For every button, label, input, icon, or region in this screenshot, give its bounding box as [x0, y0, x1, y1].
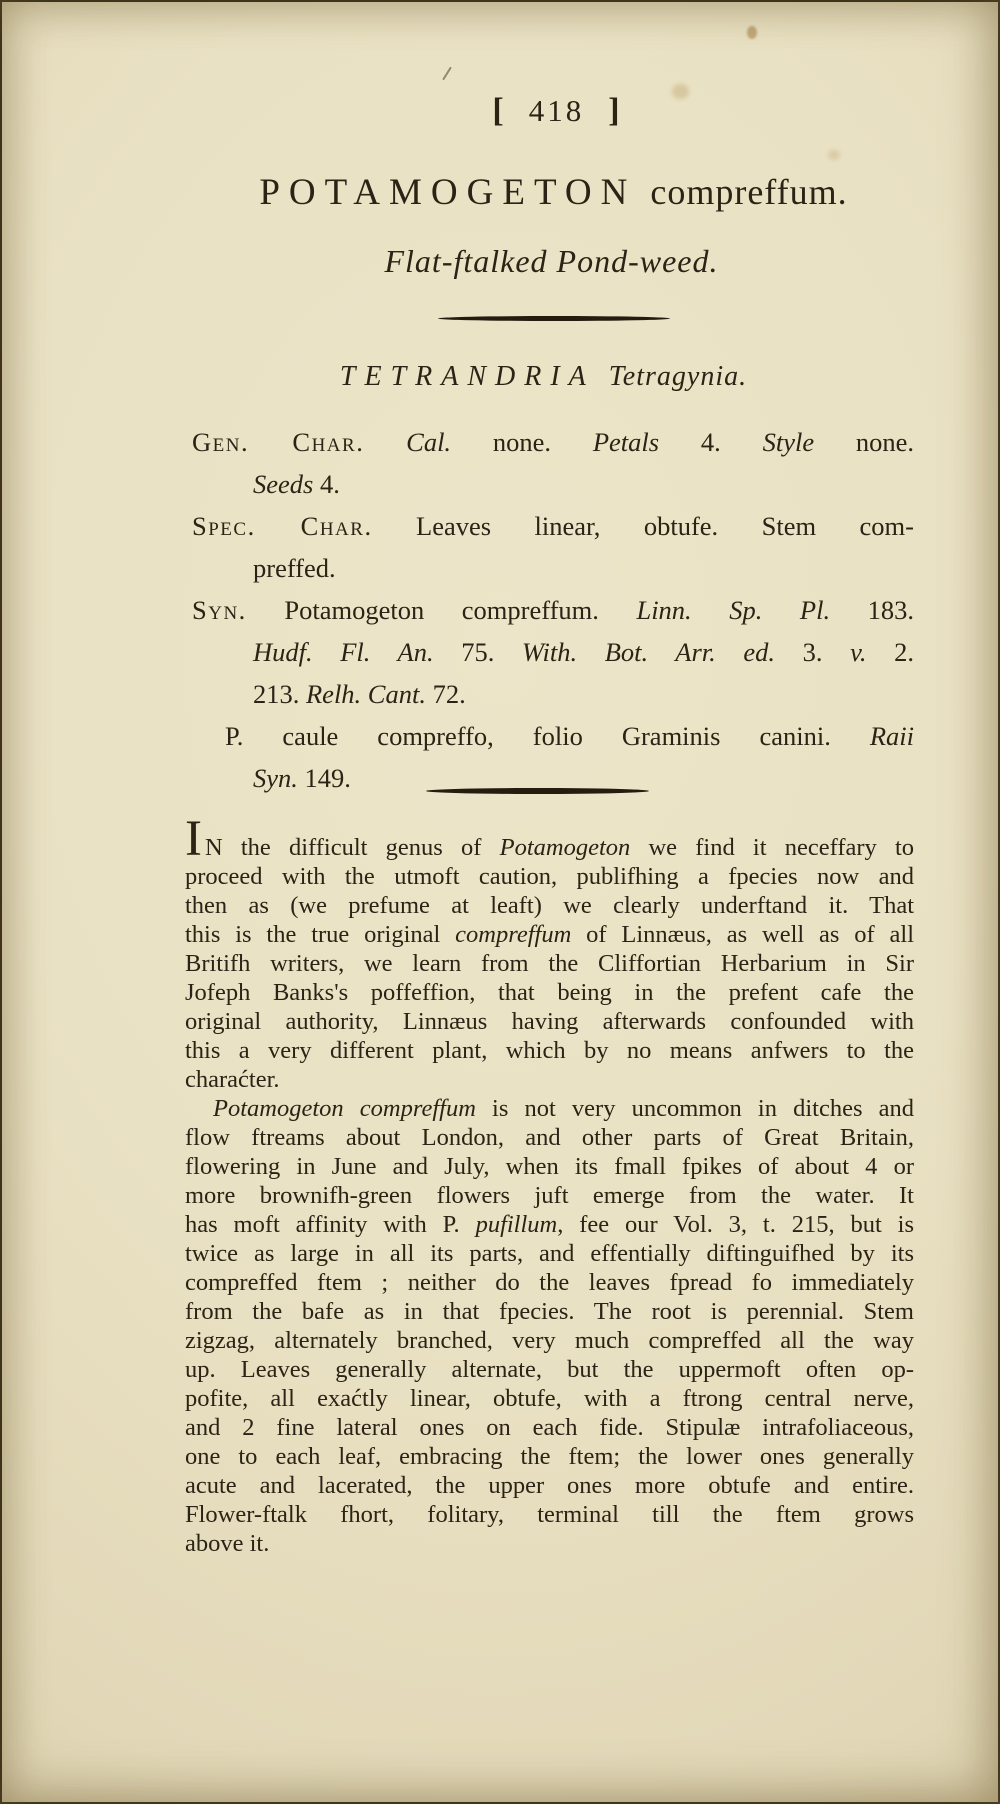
body-line: Britifh writers, we learn from the Cliffortian Herbarium in Sir [185, 950, 914, 977]
cal-label: Cal. [406, 427, 452, 457]
body-line: from the bafe as in that fpecies. The root is perennial. Stem [185, 1298, 914, 1325]
page-number [192, 92, 921, 130]
body-line: original authority, Linnæus having afterwards confounded with [185, 1008, 914, 1035]
seeds-value: 4. [313, 469, 340, 499]
divider-rule-top [438, 316, 670, 321]
syn-ref-hudson-num: 75. [433, 637, 522, 667]
syn-line-2 [185, 631, 914, 673]
spacer [551, 427, 593, 457]
body-line [185, 1210, 914, 1239]
body-line: proceed with the utmoft caution, publifhing a fpecies now and [185, 863, 914, 890]
spec-char-text-2: preffed. [253, 553, 336, 583]
spec-char-text: Leaves linear, obtufe. Stem com- [416, 511, 914, 541]
body-line: Jofeph Banks's poffeffion, that being in the prefent cafe the [185, 979, 914, 1006]
body-line: acute and lacerated, the upper ones more obtufe and entire. [185, 1472, 914, 1499]
phrase-ref-raii: Raii [869, 721, 914, 751]
syn-ref-hudson: Hudf. Fl. An. [253, 637, 434, 667]
synopsis-section [185, 421, 914, 799]
drop-cap-initial: I [185, 811, 205, 867]
body-line: more brownifh-green flowers juft emerge from the water. It [185, 1182, 914, 1209]
petals-value: 4. [659, 427, 721, 457]
left-bracket: [ [492, 92, 505, 129]
phrase-ref-syn-num: 149. [297, 763, 351, 793]
body-text-run: this is the true original [185, 921, 456, 948]
syn-label: Syn. [192, 595, 247, 625]
body-line: Flower-ftalk fhort, folitary, terminal till the ftem grows [185, 1501, 914, 1528]
linnaean-class-line [179, 361, 908, 393]
body-text-italic: Potamogeton [499, 834, 631, 861]
body-line [185, 1094, 914, 1123]
syn-ref-withering: With. Bot. Arr. ed. [521, 637, 776, 667]
body-text-italic: pufillum [475, 1211, 558, 1238]
body-line: and 2 fine lateral ones on each fide. Stipulæ intrafoliaceous, [185, 1414, 914, 1441]
body-line: flow ftreams about London, and other parts of Great Britain, [185, 1124, 914, 1151]
syn-line-1 [185, 589, 914, 631]
genus-name: POTAMOGETON [259, 172, 637, 213]
spacer [373, 511, 416, 541]
body-line: this a very different plant, which by no means anfwers to the [185, 1037, 914, 1064]
body-line: then as (we prefume at leaft) we clearly underftand it. That [185, 892, 914, 919]
body-text-run: has moft affinity with P. [185, 1211, 476, 1238]
body-text-run: of Linnæus, as well as of all [571, 921, 915, 948]
syn-ref-vol: v. [850, 637, 867, 667]
style-value: none. [814, 427, 915, 457]
gen-char-line-2 [185, 463, 914, 505]
spacer [721, 427, 763, 457]
body-text-run: , fee our Vol. 3, t. 215, but is [557, 1211, 915, 1238]
spec-char-line-1 [185, 505, 914, 547]
body-text-run: is not very uncommon in ditches and [475, 1095, 915, 1122]
body-line: one to each leaf, embracing the ftem; the lower ones generally [185, 1443, 914, 1470]
syn-ref-vol-num: 2. [866, 637, 915, 667]
body-text [185, 811, 915, 1558]
species-epithet: compreffum. [650, 172, 848, 212]
body-line: above it. [185, 1530, 270, 1557]
phrase-name-line-1 [185, 715, 914, 757]
spacer [247, 595, 285, 625]
body-line: flowering in June and July, when its fmall fpikes of about 4 or [185, 1153, 914, 1180]
seeds-label: Seeds [253, 469, 314, 499]
body-line [185, 811, 915, 867]
phrase-name-text: P. caule compreffo, folio Graminis canini. [225, 721, 870, 751]
divider-rule-middle [426, 788, 649, 794]
style-label: Style [762, 427, 815, 457]
syn-ref-linn: Linn. Sp. Pl. [636, 595, 831, 625]
body-text-italic: Potamogeton compreffum [213, 1095, 476, 1122]
syn-name: Potamogeton compreffum. [284, 595, 637, 625]
syn-line-3 [185, 673, 914, 715]
body-line: pofite, all exaćtly linear, obtufe, with a ftrong central nerve, [185, 1385, 914, 1412]
gen-char-label: Gen. Char. [192, 427, 365, 457]
species-title [189, 171, 918, 214]
spec-char-label: Spec. Char. [192, 511, 373, 541]
body-line: compreffed ftem ; neither do the leaves fpread fo immediately [185, 1269, 914, 1296]
order-name: Tetragynia. [608, 361, 748, 392]
syn-page-num: 213. [253, 679, 306, 709]
body-line: up. Leaves generally alternate, but the uppermoft often op- [185, 1356, 914, 1383]
class-name: TETRANDRIA [339, 361, 595, 392]
syn-ref-linn-num: 183. [830, 595, 915, 625]
right-bracket: ] [608, 92, 621, 129]
body-text-italic: compreffum [455, 921, 572, 948]
body-line [185, 920, 914, 949]
spec-char-line-2 [185, 547, 914, 589]
syn-ref-relhan: Relh. Cant. [306, 679, 426, 709]
petals-label: Petals [592, 427, 660, 457]
folio-number: 418 [528, 93, 585, 128]
spacer [364, 427, 406, 457]
syn-ref-withering-num: 3. [775, 637, 851, 667]
body-text-run: we find it neceffary to [630, 834, 915, 861]
common-name-subtitle: Flat-ftalked Pond-weed. [384, 243, 719, 279]
syn-ref-relhan-num: 72. [425, 679, 466, 709]
body-line: charaćter. [185, 1066, 280, 1093]
gen-char-line-1 [185, 421, 914, 463]
phrase-ref-syn: Syn. [253, 763, 298, 793]
cal-value: none. [451, 427, 552, 457]
body-text-run: N the difficult genus of [204, 834, 500, 861]
body-line: twice as large in all its parts, and effentially diftinguifhed by its [185, 1240, 914, 1267]
body-line: zigzag, alternately branched, very much compreffed all the way [185, 1327, 914, 1354]
